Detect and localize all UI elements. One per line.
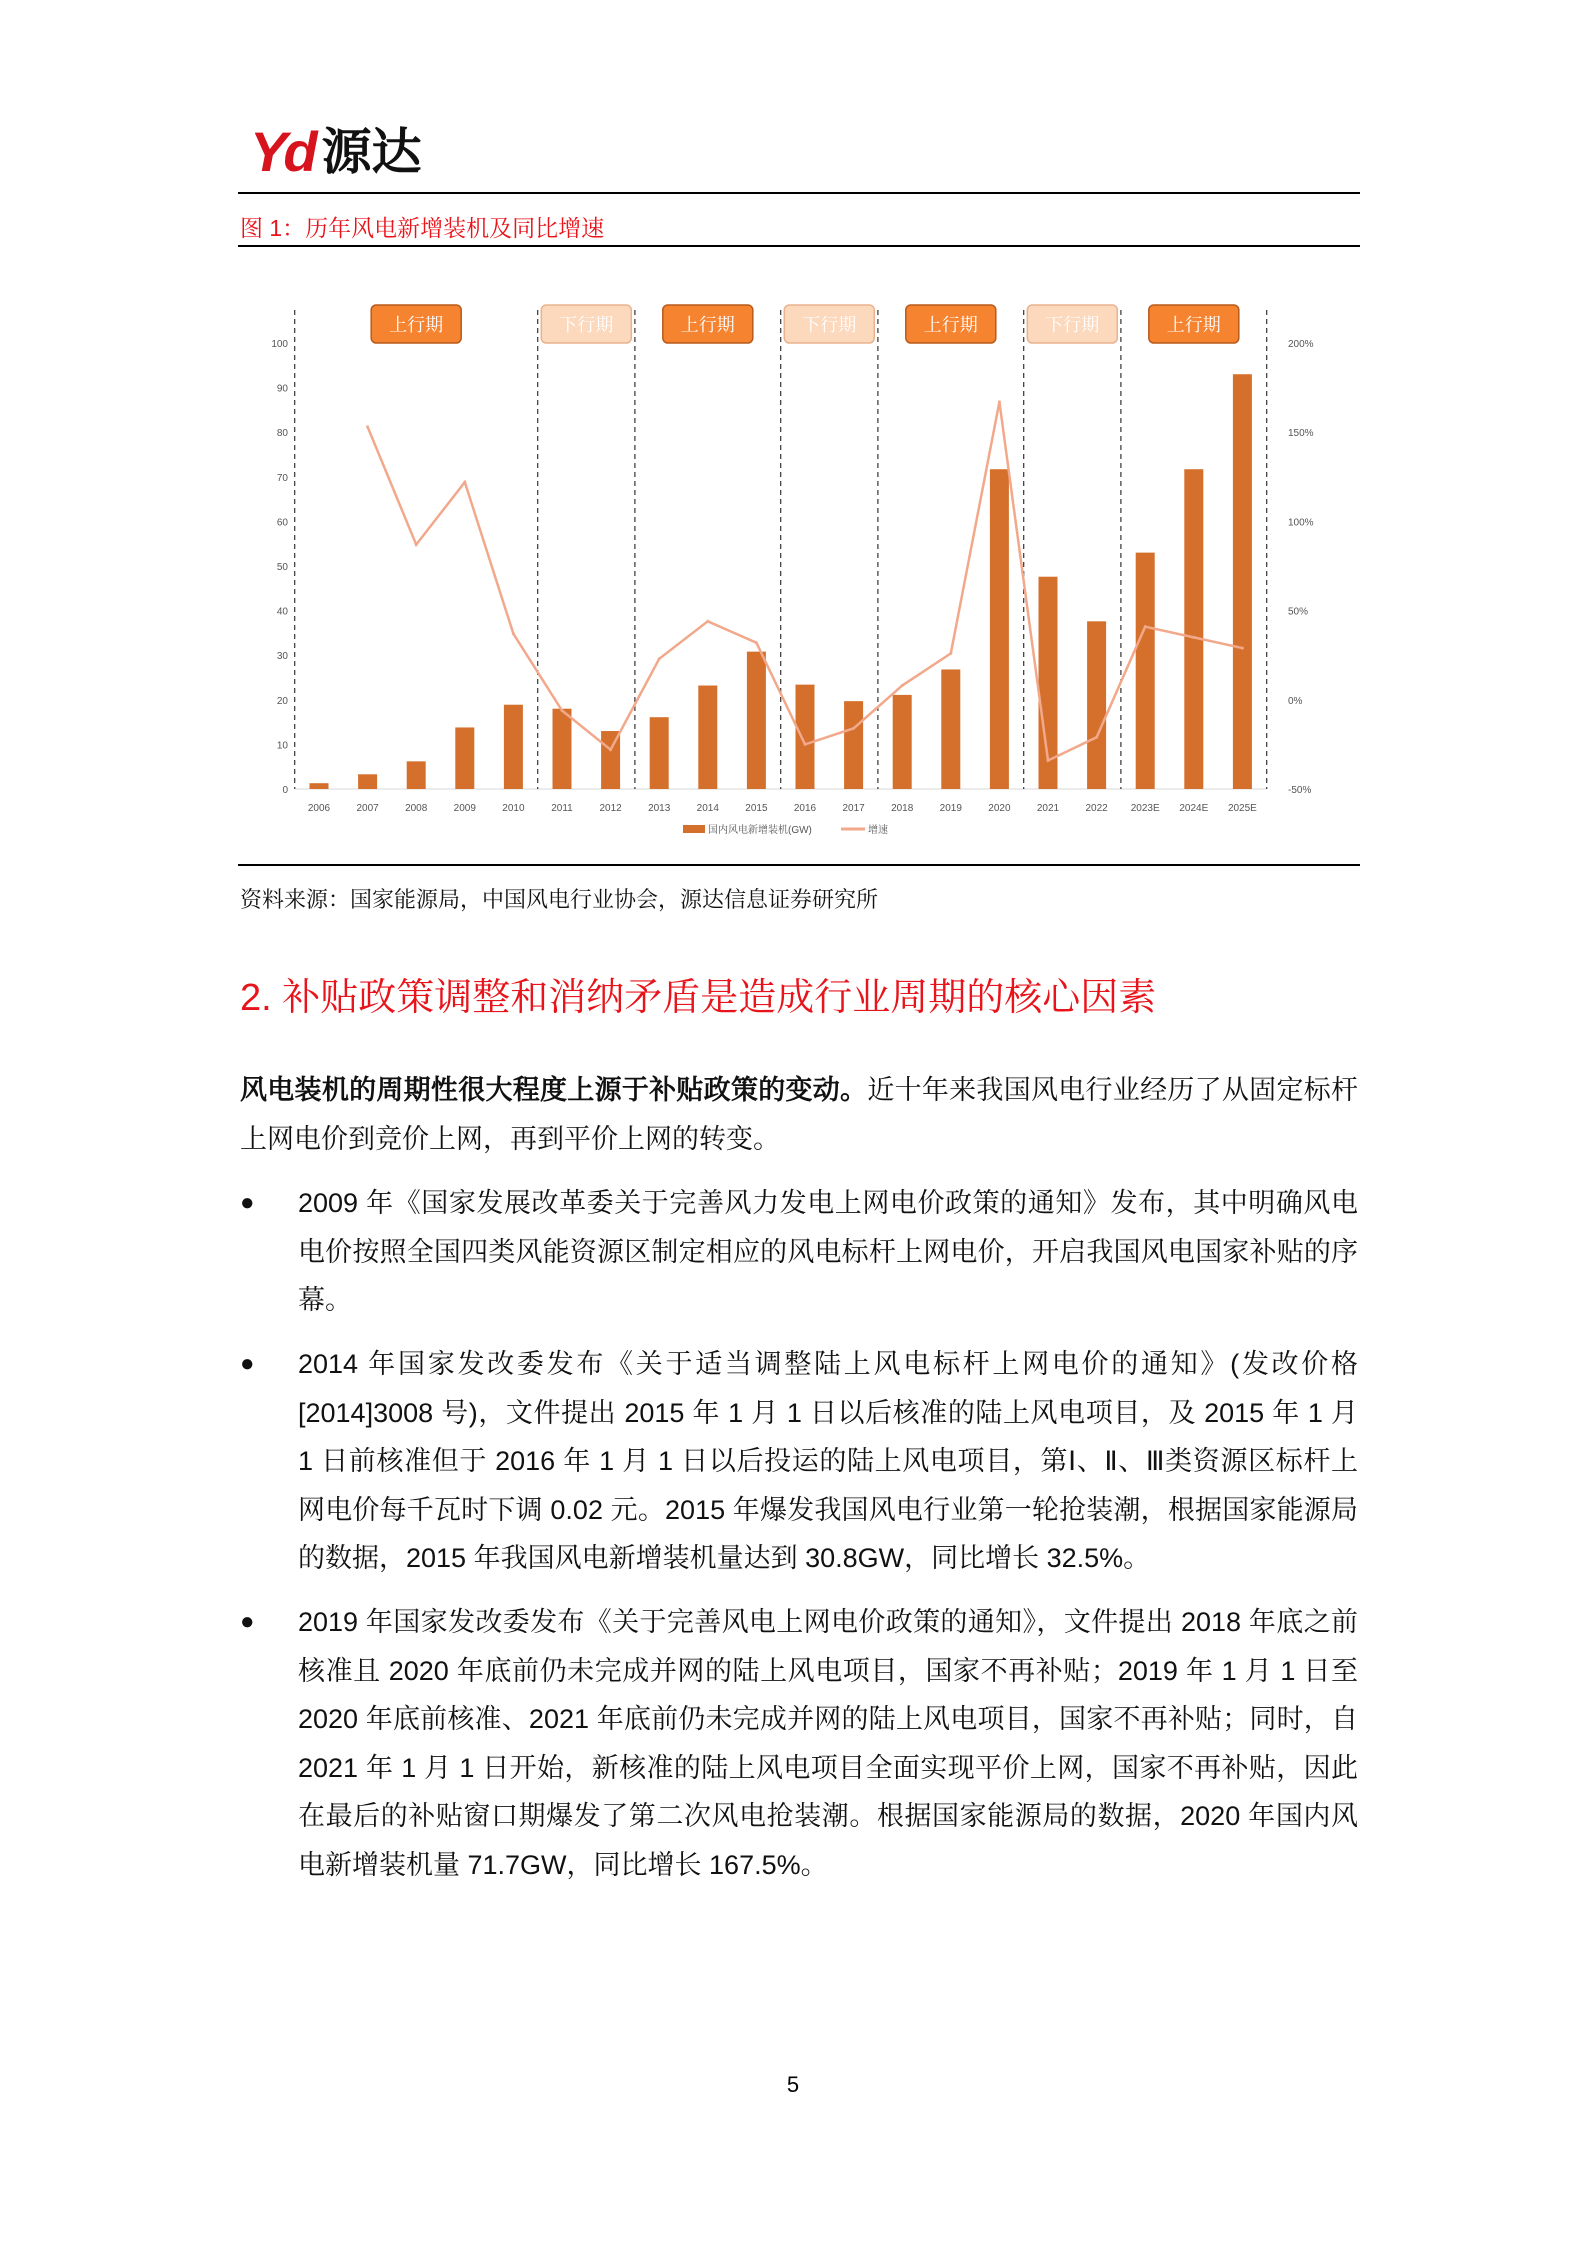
section-heading: 2. 补贴政策调整和消纳矛盾是造成行业周期的核心因素: [240, 977, 1157, 1019]
bullet-text: 2014 年国家发改委发布《关于适当调整陆上风电标杆上网电价的通知》(发改价格[2014]3008 号)，文件提出 2015 年 1 月 1 日以后核准的陆上风电项目，及 2015 年 1 月 1 日前核准但于 2016 年 1 月 1 日以后投运的陆上风电项目，第Ⅰ、Ⅱ、Ⅲ类资源区标杆上网电价每千瓦时下调 0.02 元。2015 年爆发我国风电行业第一轮抢装潮，根据国家能源局的数据，2015 年我国风电新增装机量达到 30.8GW，同比增长 32.5%。: [298, 1349, 1358, 1573]
bar-2022: [1087, 621, 1106, 789]
bar-2018: [893, 695, 912, 789]
bar-2013: [650, 717, 669, 789]
x-axis-tick: 2024E: [1179, 803, 1209, 814]
period-badge-text: 上行期: [1166, 315, 1221, 335]
x-axis-tick: 2015: [745, 803, 768, 814]
growth-point-2021: [1047, 759, 1050, 762]
left-axis-tick: 50: [276, 562, 288, 573]
left-axis-tick: 20: [276, 695, 288, 707]
bullet-item: [240, 1340, 1358, 1583]
bullet-dot: ●: [240, 1189, 255, 1216]
x-axis-tick: 2010: [502, 803, 525, 814]
growth-point-2007: [366, 425, 369, 428]
x-axis-tick: 2022: [1085, 803, 1108, 814]
bar-2016: [796, 685, 815, 789]
x-axis-tick: 2020: [988, 803, 1011, 814]
company-logo: [250, 120, 422, 183]
growth-point-2011: [561, 709, 564, 712]
x-axis-tick: 2013: [648, 803, 671, 814]
x-axis-tick: 2016: [793, 803, 817, 814]
wind-installation-chart: [238, 280, 1360, 860]
x-axis-tick: 2017: [842, 803, 865, 814]
legend-bar-swatch: [683, 825, 705, 833]
figure-caption: 图 1：历年风电新增装机及同比增速: [240, 215, 605, 241]
left-axis-tick: 90: [276, 383, 288, 395]
bar-2019: [941, 669, 960, 789]
growth-point-2022: [1095, 736, 1098, 739]
bar-2006: [310, 783, 329, 789]
bullet-item: [240, 1179, 1358, 1325]
x-axis-tick: 2021: [1036, 803, 1060, 814]
left-axis-tick: 30: [276, 651, 288, 663]
bar-2010: [504, 705, 523, 789]
growth-point-2018: [901, 684, 904, 687]
bar-2007: [358, 774, 377, 789]
x-axis-tick: 2008: [405, 803, 428, 814]
growth-point-2023E: [1144, 625, 1147, 628]
x-axis-tick: 2012: [599, 803, 622, 814]
x-axis-tick: 2025E: [1227, 803, 1257, 814]
growth-point-2014: [706, 620, 709, 623]
x-axis-tick: 2023E: [1130, 803, 1160, 814]
period-label-down: [541, 305, 631, 343]
period-badge-text: 上行期: [680, 315, 735, 335]
left-axis-tick: 40: [276, 606, 288, 618]
x-axis-tick: 2009: [453, 803, 476, 814]
bar-2014: [698, 686, 717, 789]
x-axis-tick: 2014: [696, 803, 719, 814]
header-rule: [238, 192, 1360, 194]
bullet-dot: ●: [240, 1350, 255, 1377]
right-axis-tick: 50%: [1288, 606, 1309, 618]
bar-2023E: [1136, 553, 1155, 789]
growth-point-2019: [949, 652, 952, 655]
growth-point-2017: [852, 727, 855, 730]
x-axis-tick: 2019: [939, 803, 962, 814]
left-axis-tick: 100: [271, 339, 288, 350]
period-badge-text: 下行期: [559, 315, 614, 335]
growth-point-2025E: [1241, 647, 1244, 650]
left-axis-tick: 10: [276, 740, 288, 752]
bar-2008: [407, 761, 426, 789]
period-label-down: [784, 305, 874, 343]
period-badge-text: 下行期: [802, 315, 857, 335]
bullet-text: 2019 年国家发改委发布《关于完善风电上网电价政策的通知》，文件提出 2018 年底之前核准且 2020 年底前仍未完成并网的陆上风电项目，国家不再补贴；2019 年 1 月 1 日至 2020 年底前核准、2021 年底前仍未完成并网的陆上风电项目，国家不再补贴；同时，自 2021 年 1 月 1 日开始，新核准的陆上风电项目全面实现平价上网，国家不再补贴，因此在最后的补贴窗口期爆发了第二次风电抢装潮。根据国家能源局的数据，2020 年国内风电新增装机量 71.7GW，同比增长 167.5%。: [298, 1607, 1358, 1880]
legend-line-label: 增速: [868, 825, 888, 836]
x-axis-tick: 2006: [307, 803, 331, 814]
growth-point-2016: [804, 743, 807, 746]
growth-point-2009: [463, 481, 466, 484]
growth-point-2012: [609, 748, 612, 751]
growth-point-2015: [755, 641, 758, 644]
period-label-down: [1027, 305, 1117, 343]
bar-2024E: [1184, 469, 1203, 789]
right-axis-tick: 200%: [1288, 339, 1314, 350]
intro-text: 近十年来我国风电行业经历了从固定标杆上网电价到竞价上网，再到平价上网的转变。: [240, 1075, 1359, 1154]
intro-paragraph: [240, 1066, 1358, 1163]
left-axis-tick: 80: [276, 428, 288, 440]
right-axis-tick: 150%: [1288, 428, 1314, 440]
right-axis-tick: 0%: [1288, 695, 1303, 707]
x-axis-tick: 2011: [551, 803, 573, 814]
bullet-dot: ●: [240, 1608, 255, 1635]
caption-rule: [238, 245, 1360, 247]
period-label-up: [371, 305, 461, 343]
period-badge-text: 上行期: [389, 315, 444, 335]
x-axis-tick: 2018: [891, 803, 914, 814]
growth-point-2020: [998, 400, 1001, 403]
growth-point-2008: [415, 543, 418, 546]
growth-point-2010: [512, 632, 515, 635]
left-axis-tick: 60: [276, 517, 288, 529]
period-label-up: [663, 305, 753, 343]
bullet-text: 2009 年《国家发展改革委关于完善风力发电上网电价政策的通知》发布，其中明确风电电价按照全国四类风能资源区制定相应的风电标杆上网电价，开启我国风电国家补贴的序幕。: [298, 1188, 1358, 1315]
logo-text: 源达: [321, 124, 422, 180]
bar-2009: [455, 727, 474, 789]
period-label-up: [906, 305, 996, 343]
bar-2011: [553, 709, 572, 789]
chart-legend: [683, 823, 888, 836]
right-axis-tick: 100%: [1288, 517, 1314, 529]
intro-bold: 风电装机的周期性很大程度上源于补贴政策的变动。: [240, 1075, 868, 1105]
bar-2020: [990, 469, 1009, 789]
left-axis-tick: 0: [282, 785, 288, 796]
growth-point-2024E: [1192, 636, 1195, 639]
legend-bar-label: 国内风电新增装机(GW): [708, 825, 812, 836]
x-axis-tick: 2007: [356, 803, 379, 814]
figure-source: 资料来源：国家能源局，中国风电行业协会，源达信息证券研究所: [240, 887, 879, 912]
page-number: 5: [786, 2072, 800, 2097]
period-badge-text: 下行期: [1045, 315, 1100, 335]
bar-2017: [844, 701, 863, 789]
bullet-item: [240, 1598, 1358, 1889]
logo-mark: Yd: [250, 120, 314, 183]
bar-2015: [747, 652, 766, 789]
right-axis-tick: -50%: [1288, 785, 1312, 796]
period-badge-text: 上行期: [923, 315, 978, 335]
bar-2025E: [1233, 374, 1252, 789]
growth-point-2013: [658, 657, 661, 660]
left-axis-tick: 70: [276, 472, 288, 484]
figure-bottom-rule: [238, 864, 1360, 866]
period-label-up: [1149, 305, 1239, 343]
